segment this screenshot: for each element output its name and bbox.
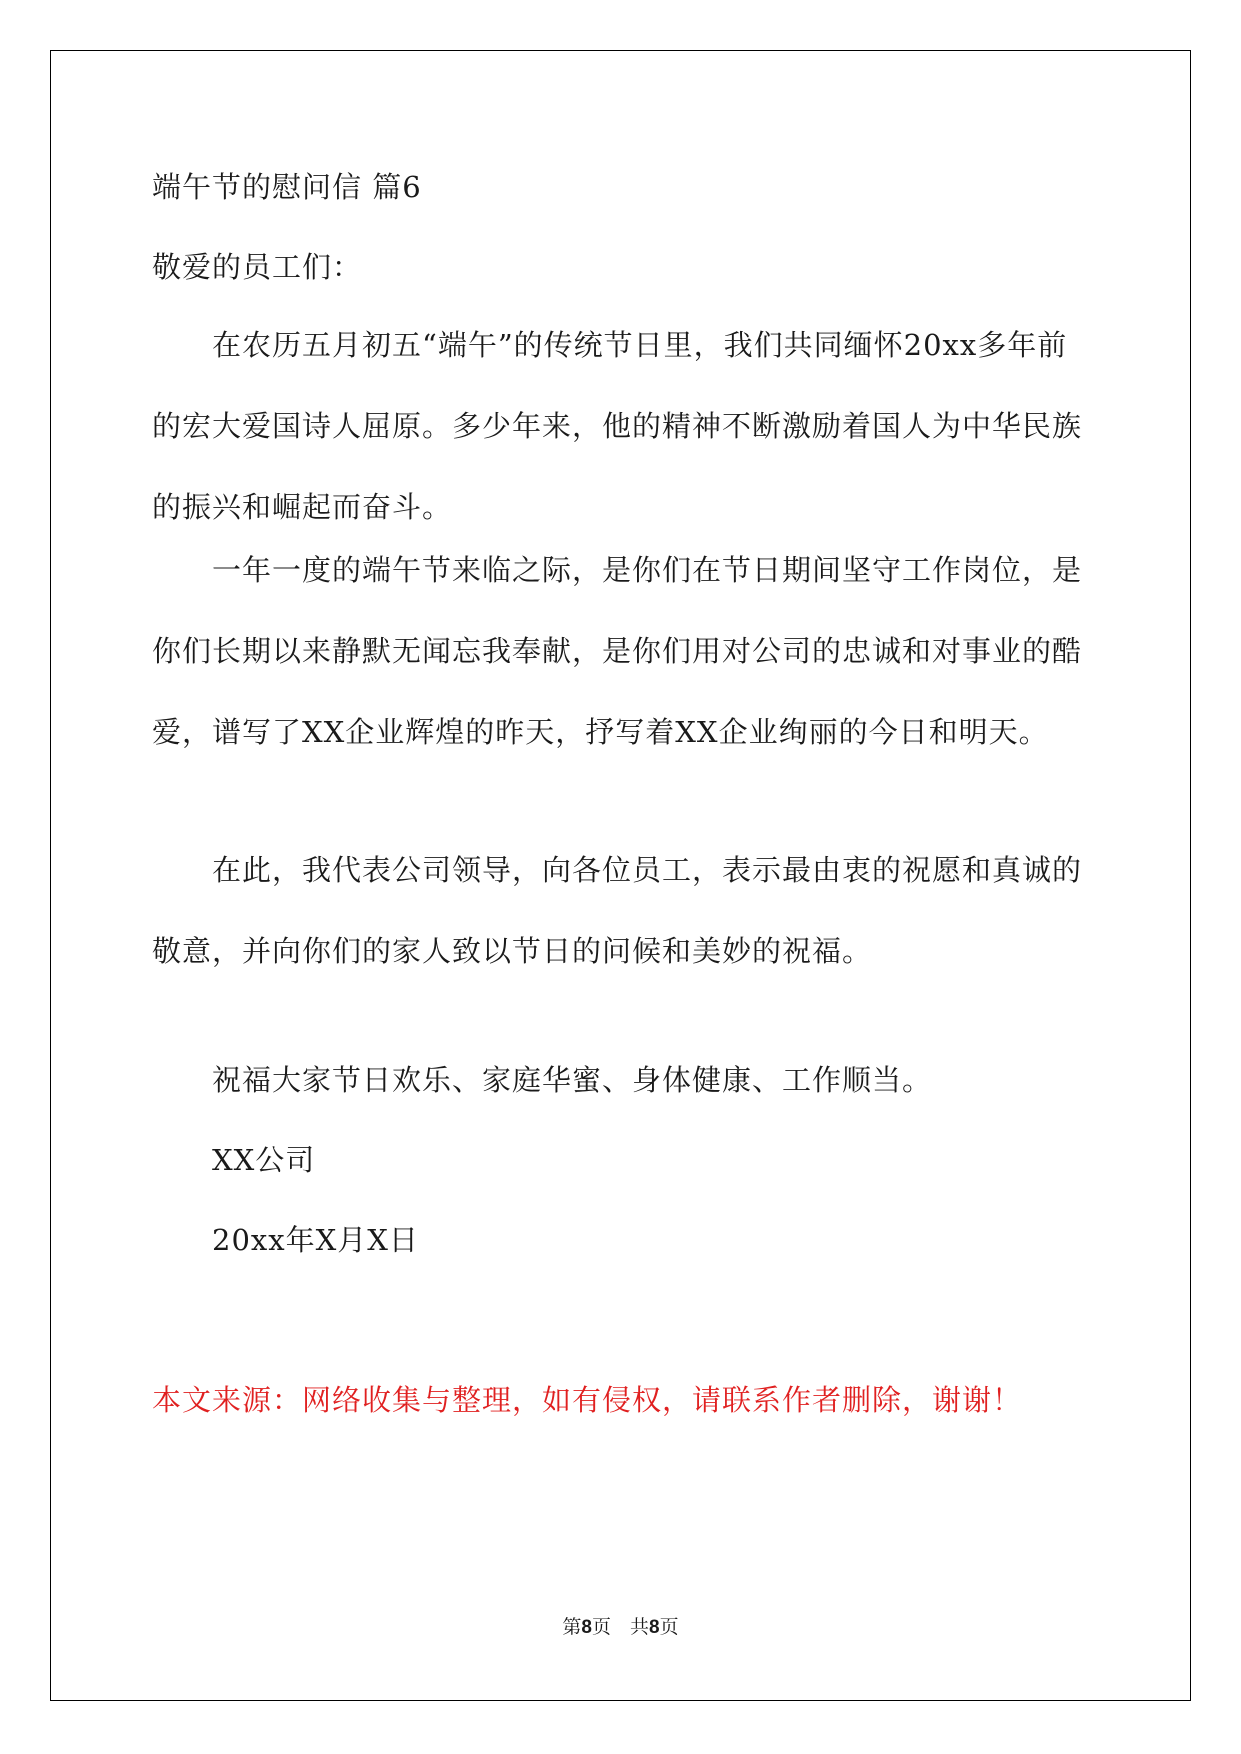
letter-salutation: 敬爱的员工们： bbox=[152, 250, 363, 284]
letter-title: 端午节的慰问信 篇6 bbox=[152, 170, 422, 204]
paragraph-2-text: 一年一度的端午节来临之际，是你们在节日期间坚守工作岗位，是你们长期以来静默无闻忘我奉献，是你们用对公司的忠诚和对事业的酷爱，谱写了XX企业辉煌的昨天，抒写着XX企业绚丽的今日和明天。 bbox=[152, 553, 1083, 749]
paragraph-3 bbox=[152, 830, 1092, 992]
paragraph-3-text: 在此，我代表公司领导，向各位员工，表示最由衷的祝愿和真诚的敬意，并向你们的家人致以节日的问候和美妙的祝福。 bbox=[152, 853, 1083, 968]
page-mid: 页 共 bbox=[591, 1616, 649, 1638]
page-footer bbox=[0, 1612, 1241, 1639]
source-note: 本文来源：网络收集与整理，如有侵权，请联系作者删除，谢谢！ bbox=[152, 1383, 1023, 1417]
paragraph-1 bbox=[152, 305, 1092, 548]
paragraph-1-text: 在农历五月初五“端午”的传统节日里，我们共同缅怀20xx多年前的宏大爱国诗人屈原。多少年来，他的精神不断激励着国人为中华民族的振兴和崛起而奋斗。 bbox=[152, 328, 1083, 524]
signature-company: XX公司 bbox=[212, 1143, 316, 1177]
closing-wishes: 祝福大家节日欢乐、家庭华蜜、身体健康、工作顺当。 bbox=[212, 1063, 933, 1097]
letter-date: 20xx年X月X日 bbox=[212, 1223, 419, 1257]
page-prefix: 第 bbox=[562, 1616, 582, 1638]
total-page-number: 8 bbox=[649, 1617, 660, 1638]
current-page-number: 8 bbox=[581, 1617, 592, 1638]
page-suffix: 页 bbox=[659, 1616, 679, 1638]
paragraph-2 bbox=[152, 530, 1092, 773]
